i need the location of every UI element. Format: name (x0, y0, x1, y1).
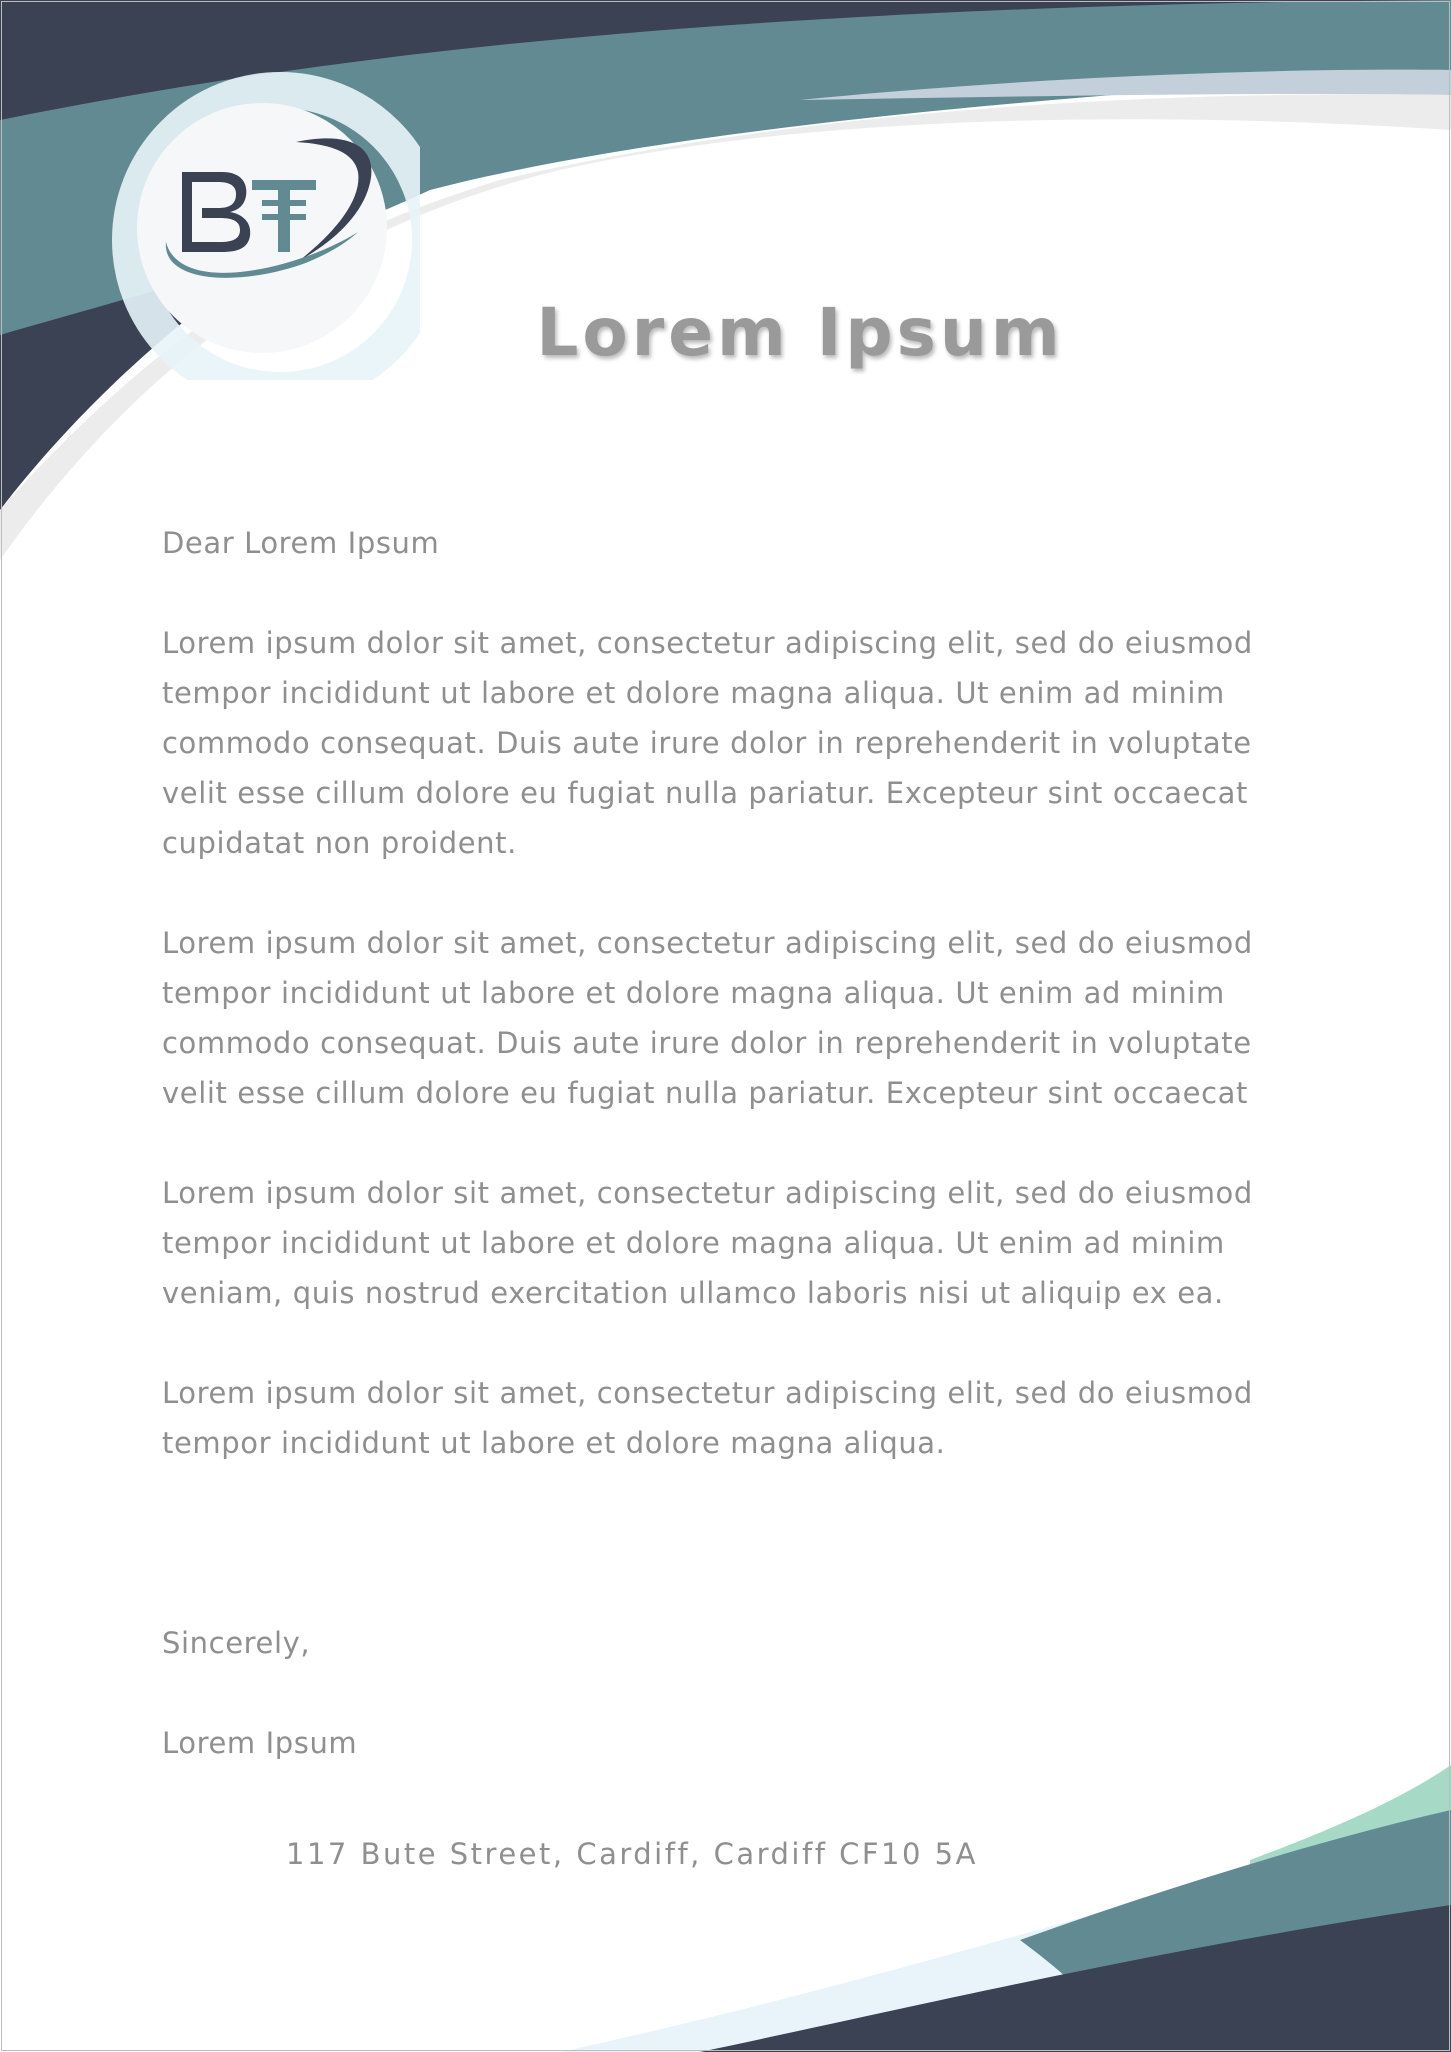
bt-monogram-logo (100, 60, 420, 380)
letter-paragraph: Lorem ipsum dolor sit amet, consectetur adipiscing elit, sed do eiusmod tempor incididunt ut labore et dolore magna aliqua. Ut enim ad minim commodo consequat. Duis aute irure dolor in reprehenderit in voluptate velit esse cillum dolore eu fugiat nulla pariatur. Excepteur sint occaecat cupidatat non proident. (162, 626, 1253, 860)
letter-salutation: Dear Lorem Ipsum (162, 526, 440, 560)
letter-paragraph: Lorem ipsum dolor sit amet, consectetur adipiscing elit, sed do eiusmod tempor incididunt ut labore et dolore magna aliqua. (162, 1376, 1253, 1460)
letter-heading: Lorem Ipsum (536, 294, 1064, 371)
letter-signature: Lorem Ipsum (162, 1726, 358, 1760)
letter-closing: Sincerely, (162, 1626, 311, 1660)
letter-paragraph: Lorem ipsum dolor sit amet, consectetur adipiscing elit, sed do eiusmod tempor incididunt ut labore et dolore magna aliqua. Ut enim ad minim veniam, quis nostrud exercitation ullamco laboris nisi ut aliquip ex ea. (162, 1176, 1253, 1310)
letter-paragraph: Lorem ipsum dolor sit amet, consectetur adipiscing elit, sed do eiusmod tempor incididunt ut labore et dolore magna aliqua. Ut enim ad minim commodo consequat. Duis aute irure dolor in reprehenderit in voluptate velit esse cillum dolore eu fugiat nulla pariatur. Excepteur sint occaecat (162, 926, 1253, 1110)
footer-address: 117 Bute Street, Cardiff, Cardiff CF10 5A (286, 1837, 978, 1871)
logo-inner-disc (137, 103, 387, 353)
letter-body (162, 518, 1312, 1818)
